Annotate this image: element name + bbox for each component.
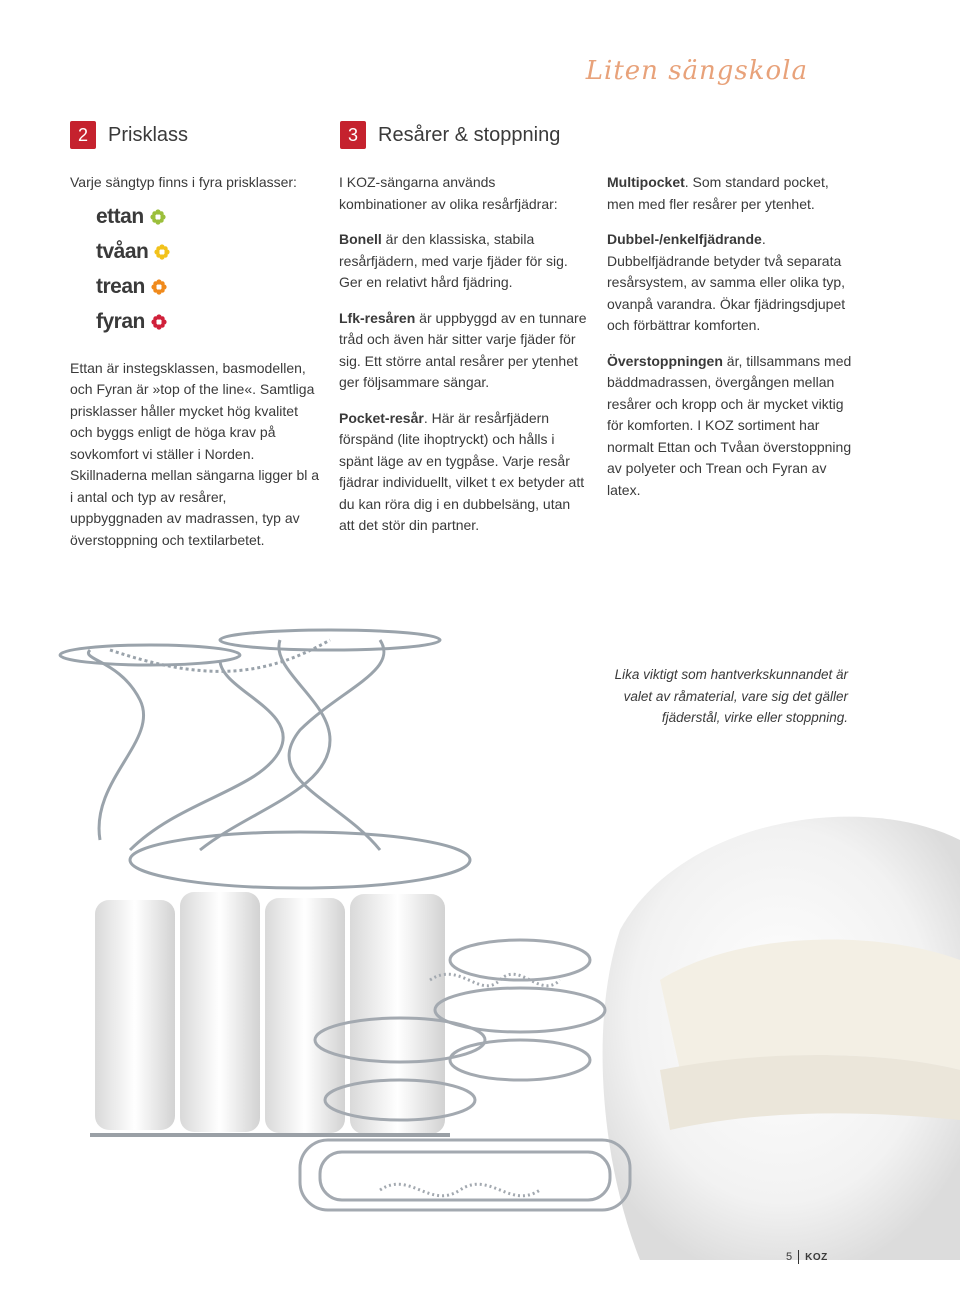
term-pocket: Pocket-resår <box>339 409 424 426</box>
price-class-list <box>96 200 320 340</box>
flower-icon <box>150 209 166 225</box>
page-footer <box>786 1250 828 1264</box>
coil-springs <box>300 940 630 1210</box>
price-class-name: fyran <box>96 310 145 334</box>
term-overstoppning: Överstoppningen <box>607 352 723 369</box>
footer-divider <box>798 1250 799 1264</box>
price-class-name: tvåan <box>96 240 149 264</box>
flower-icon <box>154 244 170 260</box>
section-2-number: 2 <box>70 121 96 149</box>
term-lfk: Lfk-resåren <box>339 309 416 326</box>
paragraph-lfk: Lfk-resåren är uppbyggd av en tunnare tråd och även här sitter varje fjäder för sig. Ett större antal resårer per ytenhet ger följsammare sängar. <box>339 309 587 390</box>
price-class-tvaan <box>96 235 320 270</box>
pocket-springs <box>90 892 450 1135</box>
section-3-heading <box>340 121 560 149</box>
section-3-title: Resårer & stoppning <box>378 123 561 146</box>
bonell-springs <box>60 630 470 888</box>
price-class-name: ettan <box>96 205 144 229</box>
photo-caption: Lika viktigt som hantverkskunnandet är valet av råmaterial, vare sig det gäller fjäderstål, virke eller stoppning. <box>614 667 848 725</box>
resarer-intro: I KOZ-sängarna används kombinationer av olika resårfjädrar: <box>339 174 558 212</box>
paragraph-multipocket: Multipocket. Som standard pocket, men med fler resårer per ytenhet. <box>607 174 829 212</box>
term-bonell: Bonell <box>339 231 382 247</box>
price-class-name: trean <box>96 275 145 299</box>
price-class-fyran <box>96 305 320 340</box>
brand-logo: KOZ <box>805 1251 828 1263</box>
prisklass-intro: Varje sängtyp finns i fyra prisklasser: <box>70 174 297 190</box>
header-script-title: Liten sängskola <box>585 56 808 86</box>
price-class-ettan <box>96 200 320 235</box>
paragraph-bonell: Bonell är den klassiska, stabila resårfjädern, med varje fjäder för sig. Ger en relativt hård fjädring. <box>339 231 568 290</box>
term-dubbel: Dubbel-/enkelfjädrande <box>607 231 762 247</box>
column-stoppning <box>607 172 855 515</box>
section-2-heading <box>70 121 188 149</box>
term-multipocket: Multipocket <box>607 174 685 190</box>
paragraph-overstoppning: Överstoppningen är, tillsammans med bäddmadrassen, övergången mellan resårer och kropp och är mycket viktig för komforten. I KOZ sortiment har normalt Ettan och Tvåan överstoppning av polyeter och Trean och Fyran av latex. <box>607 352 852 498</box>
flower-icon <box>151 314 167 330</box>
paragraph-pocket: Pocket-resår. Här är resårfjädern förspänd (lite ihoptryckt) och hålls i spänt läge av en tygpåse. Varje resår fjädrar individuellt, vilket t ex betyder att du kan röra dig i en dubbelsäng, utan att det stör din partner. <box>339 409 585 533</box>
page-number: 5 <box>786 1251 793 1263</box>
flower-icon <box>151 279 167 295</box>
section-2-title: Prisklass <box>108 123 189 146</box>
section-3-number: 3 <box>340 121 366 149</box>
price-class-trean <box>96 270 320 305</box>
column-resarer <box>339 172 587 551</box>
column-prisklass <box>70 172 320 565</box>
paragraph-dubbel: Dubbel-/enkelfjädrande. Dubbelfjädrande betyder två separata resårsystem, av samma eller olika typ, ovanpå varandra. Ökar fjädringsdjupet och förbättrar komforten. <box>607 231 846 333</box>
prisklass-body: Ettan är instegsklassen, basmodellen, och Fyran är »top of the line«. Samtliga prisklasser håller mycket hög kvalitet och byggs enligt de höga krav på sovkomfort vi ställer i Norden. Skillnaderna mellan sängarna ligger bl a i antal och typ av resårer, uppbyggnaden av madrassen, typ av överstoppning och textilarbetet. <box>70 359 320 548</box>
